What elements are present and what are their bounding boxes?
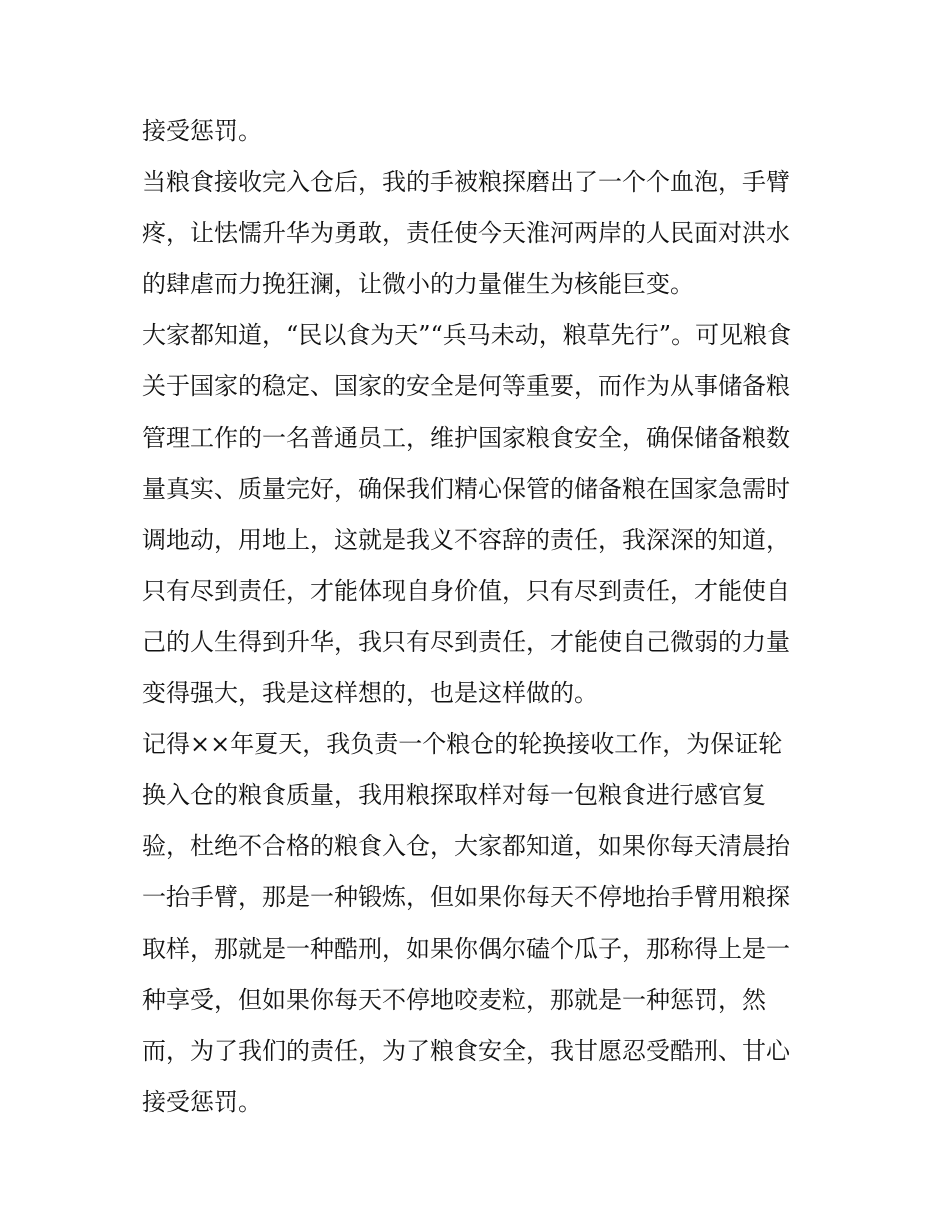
text-line: 大家都知道，“民以食为天”“兵马未动，粮草先行”。可见粮食 (142, 321, 792, 350)
text-line: 当粮食接收完入仓后，我的手被粮探磨出了一个个血泡，手臂 (142, 168, 790, 197)
body-text (142, 106, 818, 1128)
text-line: 的肆虐而力挽狂澜，让微小的力量催生为核能巨变。 (142, 270, 694, 299)
text-line: 管理工作的一名普通员工，维护国家粮食安全，确保储备粮数 (142, 423, 790, 452)
text-line: 记得××年夏天，我负责一个粮仓的轮换接收工作，为保证轮 (142, 730, 783, 759)
text-line: 而，为了我们的责任，为了粮食安全，我甘愿忍受酷刑、甘心 (142, 1036, 790, 1065)
paragraph (142, 106, 818, 157)
text-line: 换入仓的粮食质量，我用粮探取样对每一包粮食进行感官复 (142, 781, 766, 810)
text-line: 验，杜绝不合格的粮食入仓，大家都知道，如果你每天清晨抬 (142, 832, 790, 861)
paragraph (142, 719, 818, 1128)
text-line: 调地动，用地上，这就是我义不容辞的责任，我深深的知道， (142, 525, 790, 554)
text-line: 疼，让怯懦升华为勇敢，责任使今天淮河两岸的人民面对洪水 (142, 219, 790, 248)
text-line: 取样，那就是一种酷刑，如果你偶尔磕个瓜子，那称得上是一 (142, 934, 790, 963)
text-line: 种享受，但如果你每天不停地咬麦粒，那就是一种惩罚，然 (142, 985, 766, 1014)
text-line: 一抬手臂，那是一种锻炼，但如果你每天不停地抬手臂用粮探 (142, 883, 790, 912)
text-line: 己的人生得到升华，我只有尽到责任，才能使自己微弱的力量 (142, 627, 790, 656)
paragraph (142, 310, 818, 719)
text-line: 只有尽到责任，才能体现自身价值，只有尽到责任，才能使自 (142, 576, 790, 605)
paragraph (142, 157, 818, 310)
text-line: 接受惩罚。 (142, 1087, 262, 1116)
text-line: 关于国家的稳定、国家的安全是何等重要，而作为从事储备粮 (142, 372, 790, 401)
text-line: 变得强大，我是这样想的，也是这样做的。 (142, 679, 598, 708)
text-line: 量真实、质量完好，确保我们精心保管的储备粮在国家急需时 (142, 474, 790, 503)
text-line: 接受惩罚。 (142, 117, 262, 145)
